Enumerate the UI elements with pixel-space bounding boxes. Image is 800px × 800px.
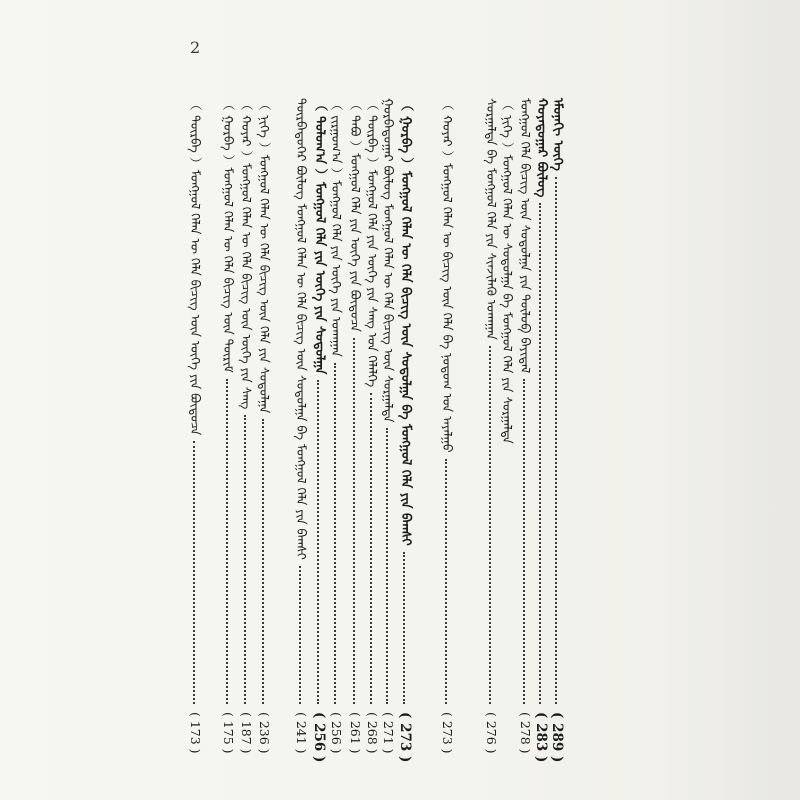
leader-dots — [445, 459, 451, 704]
toc-entry[interactable] — [362, 98, 382, 754]
toc-entry-title: （ ᠭᠤᠷᠪᠠ ）ᠮᠣᠩᠭᠣᠯ ᠬᠡᠯᠡᠨ ᠦ ᠬᠡᠯᠡ ᠪᠢᠴᠢᠭ ᠦᠨ ᠰᠤᠳᠤᠯᠭᠠ ᠪᠠ ᠮᠣᠩᠭᠣᠯ ᠬᠡᠯᠡ ᠶᠢᠨ ᠪᠠᠭᠰᠢ — [398, 98, 413, 546]
toc-page-number: ( 256 ) — [329, 712, 344, 754]
toc-entry-title: ᠬᠣᠶᠠᠳᠤᠭᠠᠷ ᠪᠦᠯᠦᠭ — [534, 98, 549, 198]
toc-entry-title: （ ᠨᠢᠭᠡ ）ᠮᠣᠩᠭᠣᠯ ᠬᠡᠯᠡᠨ ᠦ ᠬᠡᠯᠡ ᠪᠢᠴᠢᠭ ᠦᠨ ᠬᠡᠯᠡ ᠶᠢᠨ ᠰᠤᠳᠤᠯᠭᠠ — [257, 98, 272, 414]
toc-entry[interactable] — [218, 98, 238, 754]
toc-page-number: ( 273 ) — [440, 712, 455, 754]
leader-dots — [539, 203, 545, 704]
leader-dots — [403, 552, 409, 704]
leader-dots — [523, 379, 529, 704]
toc-page-number: ( 289 ) — [549, 712, 565, 763]
toc-page-number: ( 273 ) — [397, 712, 413, 763]
toc-page-number: ( 256 ) — [311, 712, 327, 763]
toc-entry[interactable] — [291, 98, 311, 754]
toc-page-number: ( 241 ) — [294, 712, 309, 754]
leader-dots — [353, 338, 359, 704]
toc-page-number: ( 283 ) — [533, 712, 549, 763]
toc-entry-title: （ ᠵᠢᠷᠭᠤᠭ᠎ᠠ ）ᠮᠣᠩᠭᠣᠯ ᠬᠡᠯᠡ ᠶᠢᠨ ᠦᠭᠡ ᠶᠢᠨ ᠤᠬᠠᠭᠠᠨ — [329, 98, 344, 357]
leader-dots — [193, 441, 199, 704]
toc-entry-title: （ ᠬᠣᠶᠠᠷ ）ᠮᠣᠩᠭᠣᠯ ᠬᠡᠯᠡᠨ ᠦ ᠪᠢᠴᠢᠭ ᠦᠨ ᠬᠡᠯᠡ ᠪᠠ ᠨᠤᠲᠤᠭ ᠤᠨ ᠠᠶᠠᠯᠭᠤ — [440, 98, 455, 453]
toc-entry-title: ᠮᠣᠩᠭᠣᠯ ᠬᠡᠯᠡ ᠪᠢᠴᠢᠭ ᠦᠨ ᠰᠤᠳᠤᠯᠭᠠ ᠶᠢᠨ ᠲᠦᠯᠦᠪ ᠪᠠᠶᠢᠳᠠᠯ — [518, 98, 533, 374]
leader-dots — [244, 415, 250, 704]
toc-page-number: ( 276 ) — [484, 712, 499, 754]
leader-dots — [299, 566, 305, 704]
toc-entry-title: ᠰᠤᠷᠭᠠᠯᠲᠠ ᠪᠠ ᠮᠣᠩᠭᠣᠯ ᠬᠡᠯᠡ ᠶᠢᠨ ᠰᠢᠨᠵᠢᠯᠡᠬᠦ ᠤᠬᠠᠭᠠᠨ — [484, 98, 499, 340]
toc-page-number: ( 187 ) — [239, 712, 254, 754]
toc-entry[interactable] — [309, 98, 329, 763]
toc-entry-title: ᠡᠮᠦᠨᠡᠬᠢ ᠦᠭᠡ — [550, 98, 565, 171]
page-number: 2 — [190, 38, 201, 57]
toc-entry[interactable] — [345, 98, 365, 754]
toc-entry-title: （ ᠭᠤᠷᠪᠠ ）ᠮᠣᠩᠭᠣᠯ ᠬᠡᠯᠡᠨ ᠦ ᠬᠡᠯᠡ ᠪᠢᠴᠢᠭ ᠦᠨ ᠳᠦᠷᠢᠮ — [221, 98, 236, 373]
leader-dots — [386, 428, 392, 704]
toc-entry-title: （ ᠳᠥᠷᠪᠡ ）ᠮᠣᠩᠭᠣᠯ ᠬᠡᠯᠡᠨ ᠦ ᠬᠡᠯᠡ ᠪᠢᠴᠢᠭ ᠦᠨ ᠦᠭᠡ ᠶᠢᠨ ᠪᠦᠲᠦᠴᠡ — [188, 98, 203, 436]
leader-dots — [370, 393, 376, 704]
toc-page-number: ( 268 ) — [365, 712, 380, 754]
toc-entry-title: （ ᠬᠣᠶᠠᠷ ）ᠮᠣᠩᠭᠣᠯ ᠬᠡᠯᠡᠨ ᠦ ᠬᠡᠯᠡ ᠪᠢᠴᠢᠭ ᠦᠨ ᠦᠭᠡ ᠶᠢᠨ ᠰᠠᠩ — [239, 98, 254, 410]
leader-dots — [262, 419, 268, 704]
toc-page-number: ( 173 ) — [188, 712, 203, 754]
toc-entry-title: ᠳᠥᠷᠪᠡᠳᠦᠭᠡᠷ ᠪᠦᠯᠦᠭ ᠮᠣᠩᠭᠣᠯ ᠬᠡᠯᠡᠨ ᠦ ᠬᠡᠯᠡ ᠪᠢᠴᠢᠭ ᠦᠨ ᠰᠤᠳᠤᠯᠭᠠ ᠪᠠ ᠮᠣᠩᠭᠣᠯ ᠬᠡᠯᠡ ᠶᠢᠨ ᠪᠠᠭᠰᠢ — [294, 98, 309, 560]
leader-dots — [489, 346, 495, 704]
toc-entry[interactable] — [481, 98, 501, 754]
toc-entry[interactable] — [437, 98, 457, 754]
toc-entry-title: （ ᠳᠣᠯᠣᠭ᠎ᠠ ）ᠮᠣᠩᠭᠣᠯ ᠬᠡᠯᠡ ᠶᠢᠨ ᠦᠭᠡ ᠶᠢᠨ ᠰᠤᠳᠤᠯᠭᠠ — [312, 98, 327, 375]
toc-entry-title: （ ᠨᠢᠭᠡ ）ᠮᠣᠩᠭᠣᠯ ᠬᠡᠯᠡᠨ ᠦ ᠰᠤᠳᠤᠯᠭᠠ ᠪᠠ ᠮᠣᠩᠭᠣᠯ ᠬᠡᠯᠡ ᠶᠢᠨ ᠰᠤᠷᠭᠠᠯᠲᠠ — [500, 98, 515, 444]
toc-entry[interactable] — [515, 98, 535, 754]
toc-entry[interactable] — [236, 98, 256, 754]
toc-page-number: ( 261 ) — [348, 712, 363, 754]
toc-page-number: ( 175 ) — [221, 712, 236, 754]
leader-dots — [317, 380, 323, 704]
toc-page-number: ( 278 ) — [518, 712, 533, 754]
leader-dots — [334, 363, 340, 704]
toc-entry[interactable] — [395, 98, 415, 763]
toc-entry-title: ᠭᠤᠷᠪᠠᠳᠤᠭᠠᠷ ᠪᠦᠯᠦᠭ ᠮᠣᠩᠭᠣᠯ ᠬᠡᠯᠡᠨ ᠦ ᠬᠡᠯᠡ ᠪᠢᠴᠢᠭ ᠦᠨ ᠰᠤᠷᠭᠠᠯᠲᠠ — [381, 98, 396, 423]
toc-entry-title: （ ᠲᠠᠪᠤ ）ᠮᠣᠩᠭᠣᠯ ᠬᠡᠯᠡ ᠶᠢᠨ ᠦᠭᠡ ᠶᠢᠨ ᠪᠦᠲᠦᠴᠡ — [348, 98, 363, 332]
toc-page-number: ( 271 ) — [381, 712, 396, 754]
toc-entry[interactable] — [185, 98, 205, 754]
leader-dots — [555, 177, 561, 704]
toc-entry-title: （ ᠳᠥᠷᠪᠡ ）ᠮᠣᠩᠭᠣᠯ ᠬᠡᠯᠡ ᠶᠢᠨ ᠦᠭᠡ ᠶᠢᠨ ᠰᠠᠩ ᠤᠨ ᠬᠡᠯᠡᠯᠭᠡ — [365, 98, 380, 388]
toc-entry[interactable] — [254, 98, 274, 754]
toc-page-number: ( 236 ) — [257, 712, 272, 754]
leader-dots — [226, 379, 232, 704]
toc-entry[interactable] — [326, 98, 346, 754]
